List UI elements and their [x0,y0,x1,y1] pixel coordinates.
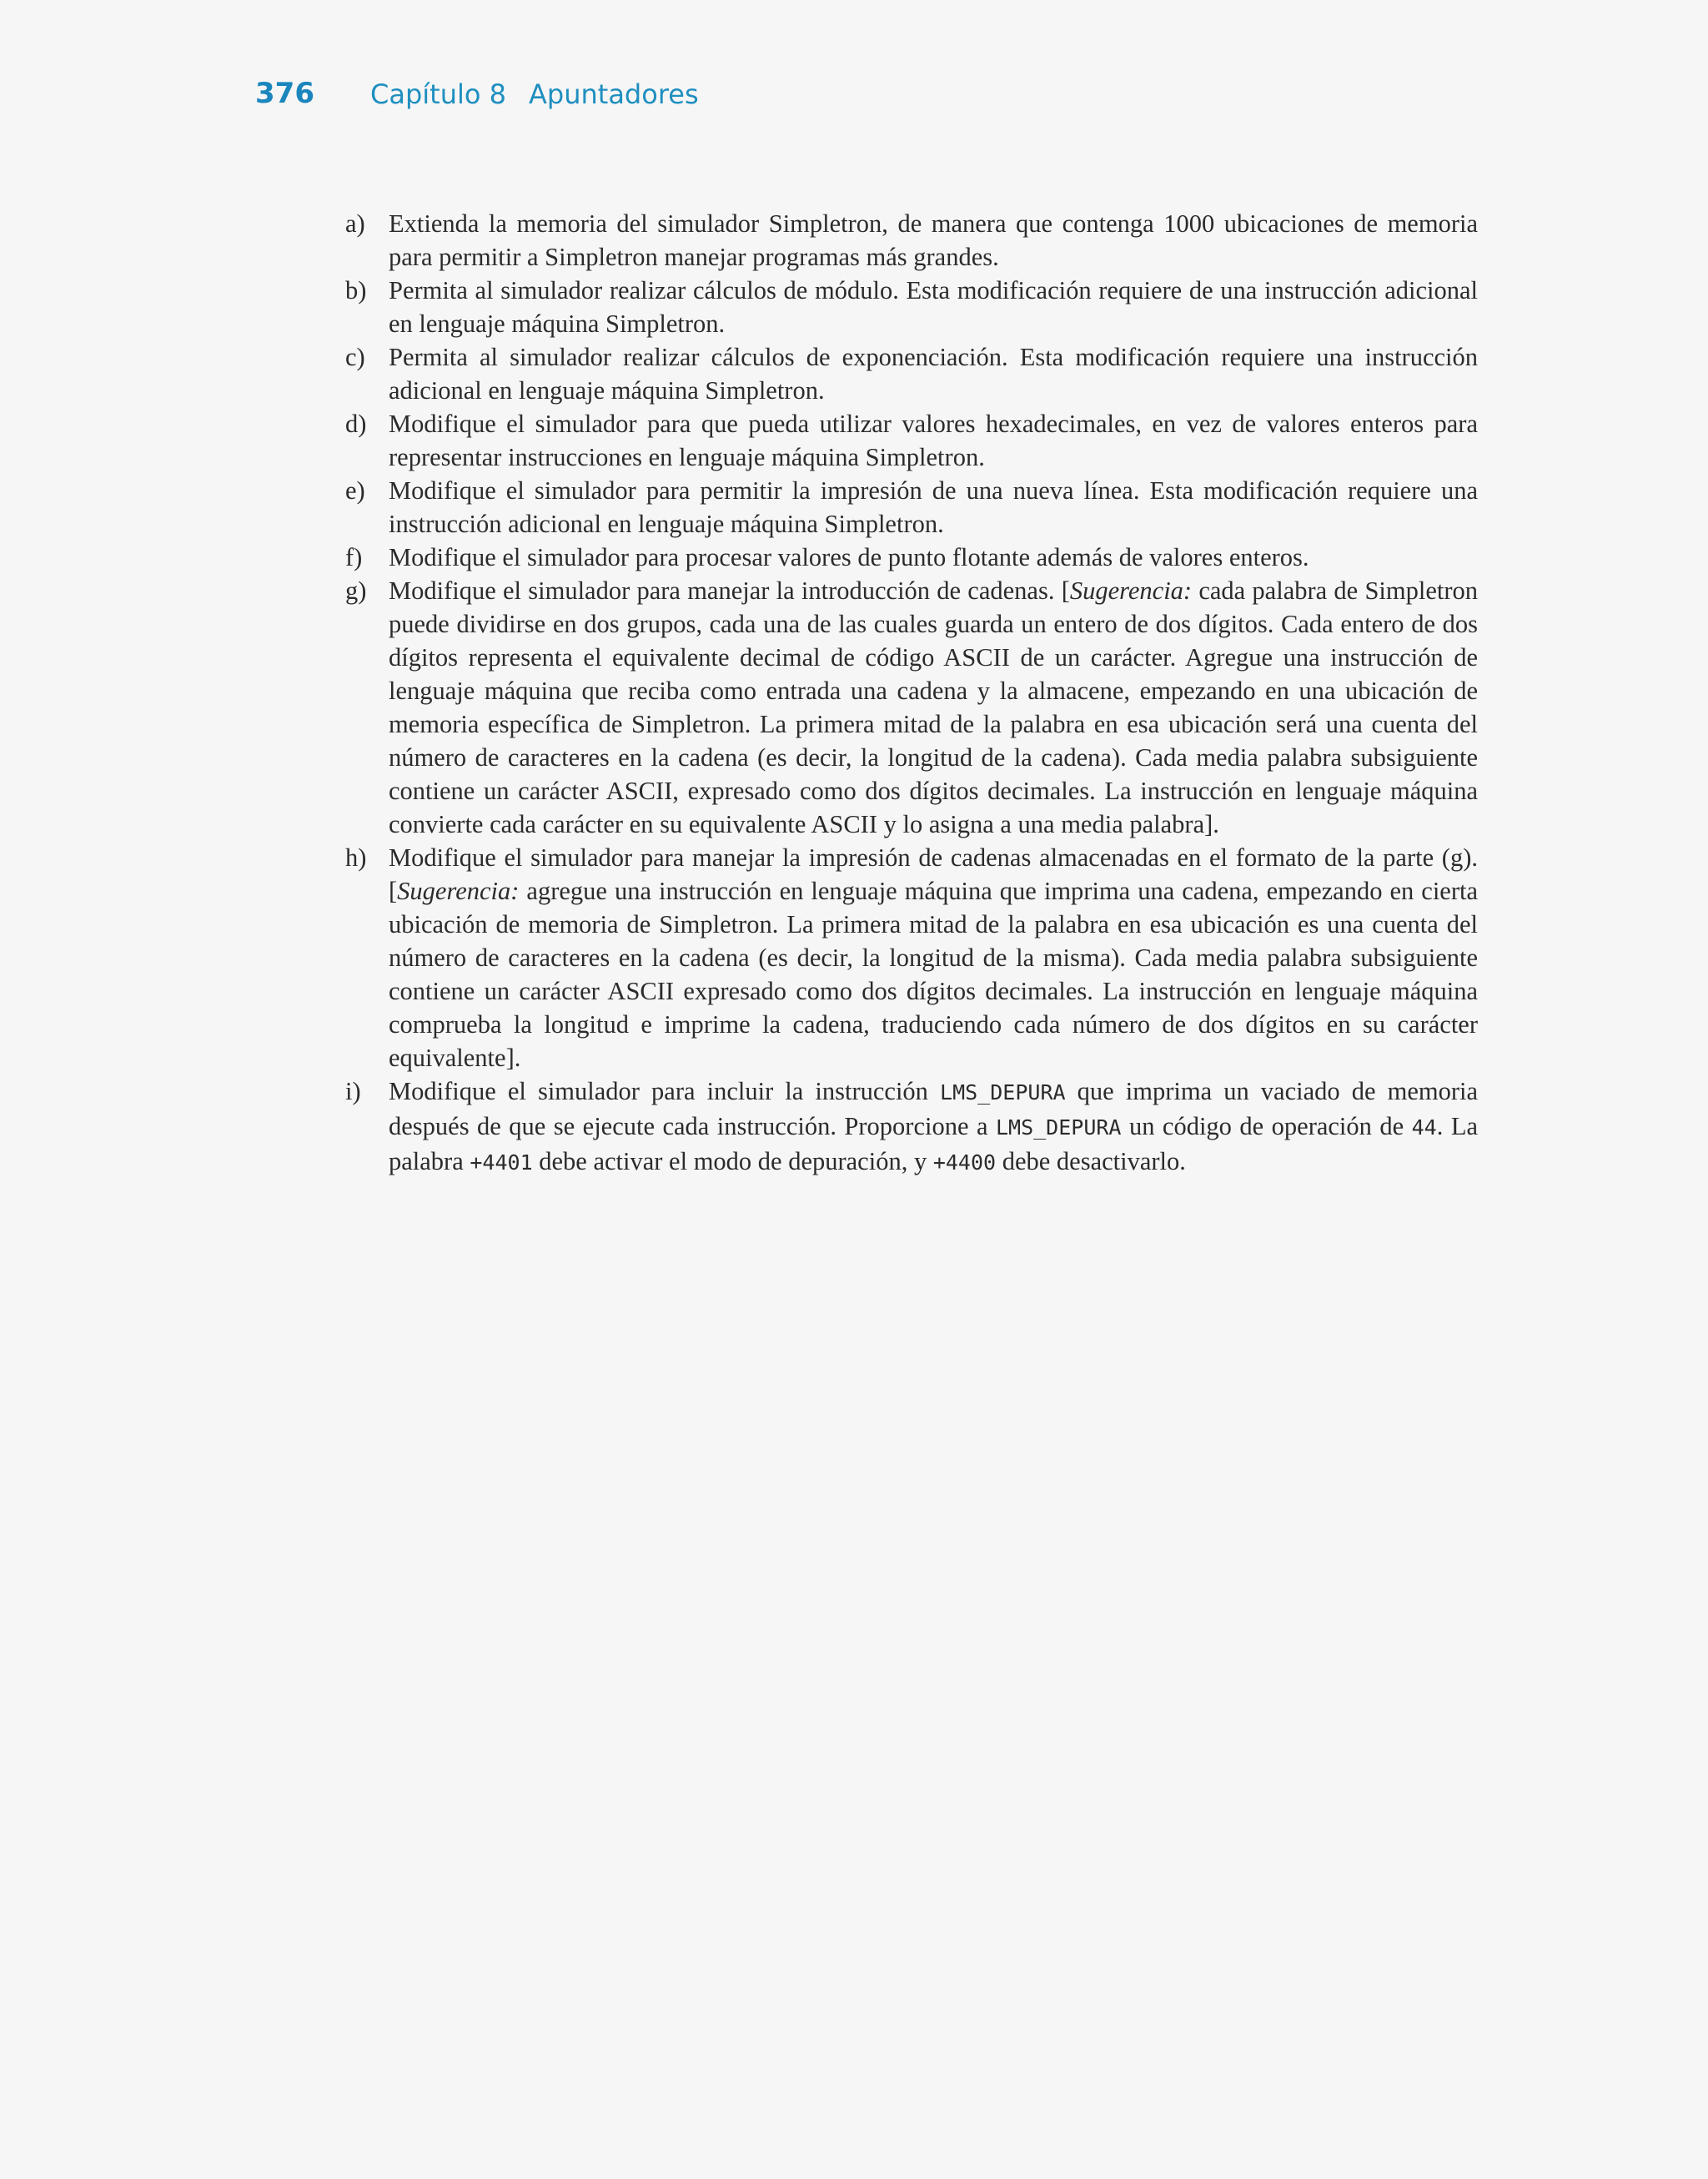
item-text: Modifique el simulador para procesar valores de punto flotante además de valores enteros. [389,543,1309,571]
item-text-after: agregue una instrucción en lenguaje máquina que imprima una cadena, empezando en cierta ubicación de memoria de Simpletron. La primera mitad de la palabra en esa ubicación es una cuenta del número de caracteres en la cadena (es decir, la longitud de la misma). Cada media palabra subsiguiente contiene un carácter ASCII expresado como dos dígitos decimales. La instrucción en lenguaje máquina comprueba la longitud e imprime la cadena, traduciendo cada número de dos dígitos en su carácter equivalente]. [389,877,1478,1072]
exercise-item-b [345,274,1478,340]
hint-label: Sugerencia: [397,877,520,905]
item-marker: f) [345,543,363,571]
text-run: . La palabra [389,1112,1478,1175]
item-text: Permita al simulador realizar cálculos de módulo. Esta modificación requiere de una instrucción adicional en lenguaje máquina Simpletron. [389,276,1478,338]
code-debug-on: +4401 [470,1150,533,1175]
exercise-item-d [345,407,1478,474]
item-text [389,574,1478,841]
item-marker: e) [345,476,365,505]
exercise-list [345,207,1478,1180]
item-text: Modifique el simulador para permitir la impresión de una nueva línea. Esta modificación requiere una instrucción adicional en lenguaje máquina Simpletron. [389,476,1478,538]
hint-label: Sugerencia: [1069,576,1193,605]
code-opcode: 44 [1411,1115,1437,1140]
item-text: Permita al simulador realizar cálculos de exponenciación. Esta modificación requiere una instrucción adicional en lenguaje máquina Simpletron. [389,343,1478,405]
exercise-item-c [345,340,1478,407]
exercise-item-a [345,207,1478,274]
item-marker: b) [345,276,367,304]
text-run: debe activar el modo de depuración, y [532,1147,933,1175]
item-text: Extienda la memoria del simulador Simpletron, de manera que contenga 1000 ubicaciones de memoria para permitir a Simpletron manejar programas más grandes. [389,209,1478,271]
item-text: Modifique el simulador para que pueda utilizar valores hexadecimales, en vez de valores enteros para representar instrucciones en lenguaje máquina Simpletron. [389,410,1478,471]
item-text-after: cada palabra de Simpletron puede dividirse en dos grupos, cada una de las cuales guarda un entero de dos dígitos. Cada entero de dos dígitos representa el equivalente decimal de código ASCII de un carácter. Agregue una instrucción de lenguaje máquina que reciba como entrada una cadena y la almacene, empezando en una ubicación de memoria específica de Simpletron. La primera mitad de la palabra en esa ubicación será una cuenta del número de caracteres en la cadena (es decir, la longitud de la cadena). Cada media palabra subsiguiente contiene un carácter ASCII, expresado como dos dígitos decimales. La instrucción en lenguaje máquina convierte cada carácter en su equivalente ASCII y lo asigna a una media palabra]. [389,576,1478,838]
exercise-item-f [345,541,1478,574]
page-number: 376 [255,77,314,110]
text-run: que imprima un vaciado de memoria después de que se ejecute cada instrucción. Proporcione a [389,1077,1478,1140]
item-marker: a) [345,209,365,238]
item-marker: i) [345,1077,361,1105]
exercise-item-h [345,841,1478,1074]
chapter-label: Capítulo 8 [370,78,506,110]
item-text [389,1074,1478,1180]
item-text [389,841,1478,1074]
item-marker: g) [345,576,367,605]
chapter-title: Apuntadores [529,78,699,110]
item-marker: c) [345,343,365,371]
exercise-item-g [345,574,1478,841]
text-run: debe desactivarlo. [996,1147,1186,1175]
code-lms-depura: LMS_DEPURA [940,1080,1066,1105]
code-debug-off: +4400 [932,1150,997,1175]
item-text-before: Modifique el simulador para manejar la introducción de cadenas. [ [389,576,1070,605]
text-run: Modifique el simulador para incluir la instrucción [389,1077,941,1105]
exercise-item-i [345,1074,1478,1180]
item-text-before: Modifique el simulador para manejar la impresión de cadenas almacenadas en el formato de la parte (g). [ [389,843,1478,905]
text-run: un código de operación de [1121,1112,1412,1140]
item-marker: d) [345,410,367,438]
exercise-item-e [345,474,1478,541]
item-marker: h) [345,843,367,872]
code-lms-depura: LMS_DEPURA [995,1115,1122,1140]
